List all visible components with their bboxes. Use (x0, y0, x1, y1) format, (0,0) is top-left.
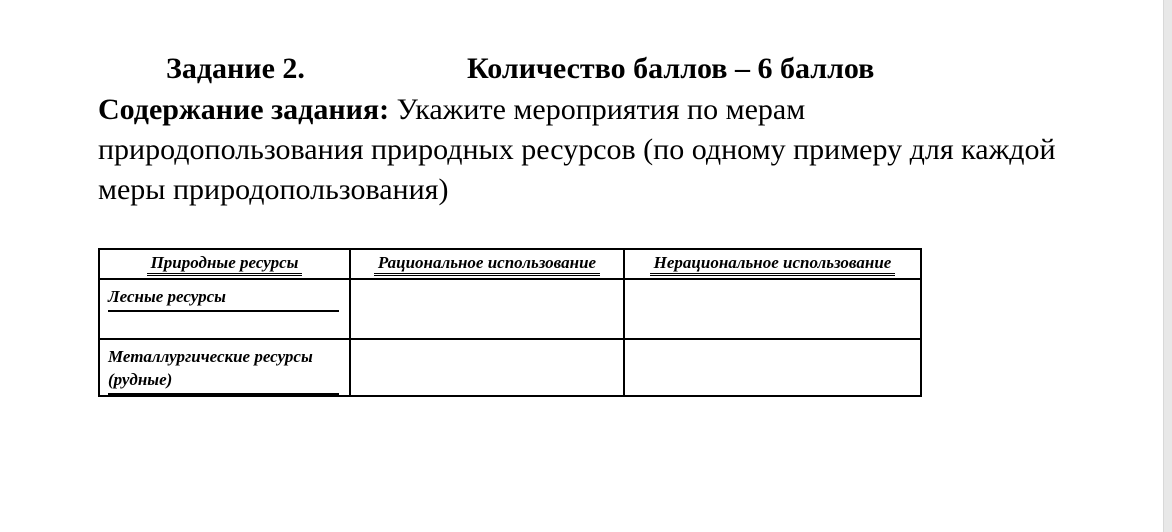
cell-rational[interactable] (350, 339, 624, 396)
points-count: Количество баллов – 6 баллов (467, 52, 875, 85)
content-text: Укажите мероприятия по мерам природопользования природных ресурсов (по одному примеру для каждой меры природопользования) (98, 93, 1056, 206)
cell-irrational[interactable] (624, 339, 921, 396)
task-content (98, 90, 1078, 210)
resource-label: Лесные ресурсы (108, 285, 339, 312)
resource-label: Металлургические ресурсы (рудные) (108, 345, 339, 395)
cell-rational[interactable] (350, 279, 624, 339)
resources-table (98, 248, 922, 397)
cell-resource (99, 279, 350, 339)
task-heading (0, 52, 1172, 88)
header-irrational: Нерациональное использование (624, 249, 921, 279)
header-resources: Природные ресурсы (99, 249, 350, 279)
cell-irrational[interactable] (624, 279, 921, 339)
table-header-row (99, 249, 921, 279)
page-edge (1163, 0, 1172, 532)
table-row (99, 339, 921, 396)
header-rational: Рациональное использование (350, 249, 624, 279)
task-number: Задание 2. (166, 52, 305, 85)
cell-resource (99, 339, 350, 396)
table-row (99, 279, 921, 339)
content-label: Содержание задания: (98, 93, 390, 126)
